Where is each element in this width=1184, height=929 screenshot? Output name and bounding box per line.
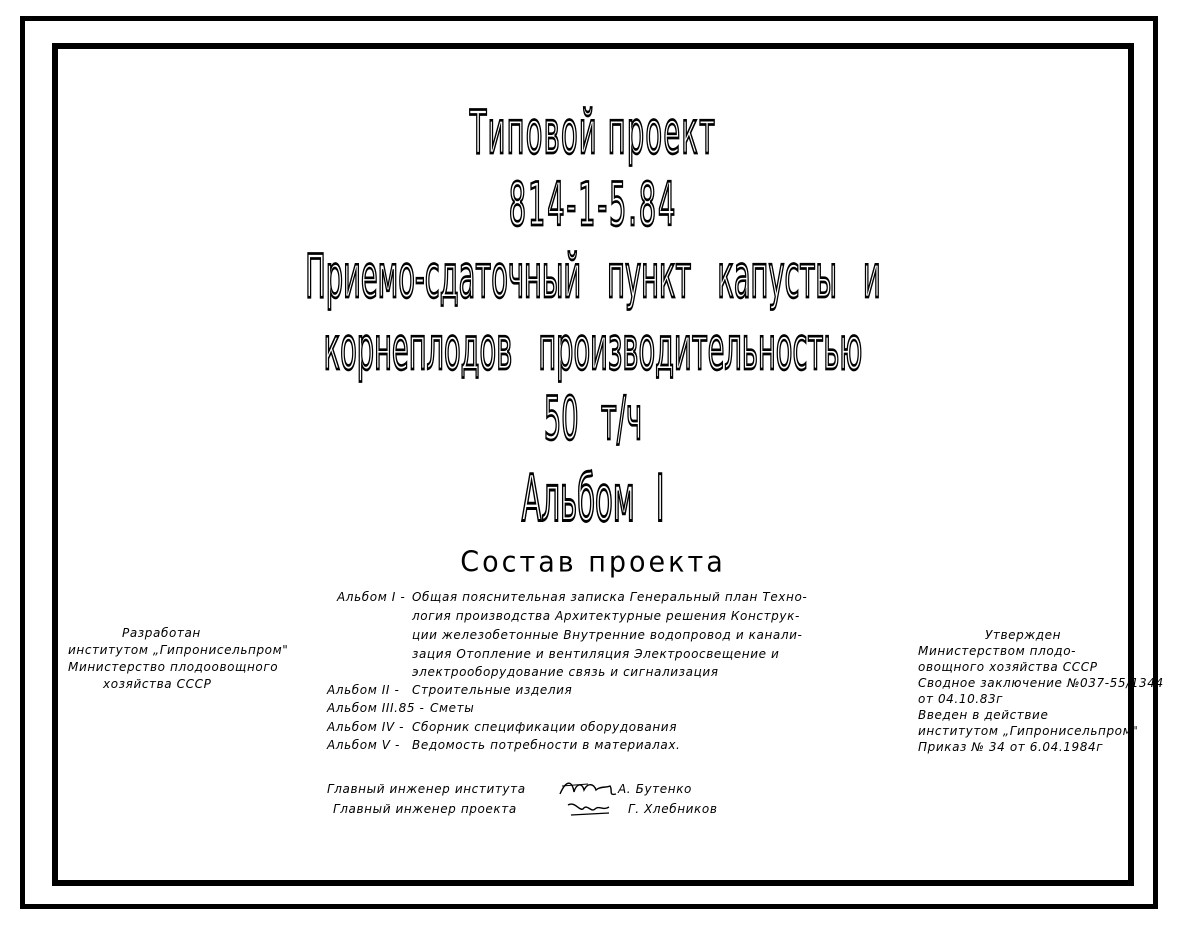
signature-role-1: Главный инженер института (327, 782, 526, 796)
approved-line-4: Сводное заключение №037-55/1344 (918, 676, 1164, 690)
composition-title: Состав проекта (460, 546, 726, 579)
developed-line-3: Министерство плодоовощного (68, 660, 279, 674)
approved-line-1: Утвержден (985, 628, 1062, 642)
album-2-label: Альбом II - (327, 683, 400, 697)
album-2-line-1: Строительные изделия (412, 683, 573, 697)
project-number: 814-1-5.84 (508, 170, 678, 240)
signature-name-1: А. Бутенко (618, 782, 692, 796)
album-5-line-1: Ведомость потребности в материалах. (412, 738, 681, 752)
album-1-label: Альбом I - (337, 590, 406, 604)
album-1-line-1: Общая пояснительная записка Генеральный план Техно- (412, 590, 808, 604)
developed-line-4: хозяйства СССР (103, 677, 212, 691)
album-1-line-5: электрооборудование связь и сигнализация (412, 665, 719, 679)
header-line-3: Приемо-сдаточный пункт капусты и (305, 242, 881, 312)
approved-line-2: Министерством плодо- (918, 644, 1077, 658)
handwritten-signature-2 (565, 797, 615, 821)
album-3-label: Альбом III.85 - (327, 701, 425, 715)
album-1-line-2: логия производства Архитектурные решения Конструк- (412, 609, 800, 623)
approved-line-3: овощного хозяйства СССР (918, 660, 1098, 674)
album-1-line-4: зация Отопление и вентиляция Электроосвещение и (412, 647, 780, 661)
album-5-label: Альбом V - (327, 738, 400, 752)
approved-line-8: Приказ № 34 от 6.04.1984г (918, 740, 1104, 754)
album-1-line-3: ции железобетонные Внутренние водопровод и канали- (412, 628, 803, 642)
album-4-line-1: Сборник спецификации оборудования (412, 720, 678, 734)
album-3-line-1: Сметы (430, 701, 475, 715)
approved-line-6: Введен в действие (918, 708, 1049, 722)
capacity: 50 т/ч (543, 384, 643, 454)
album-title: Альбом I (521, 462, 665, 537)
approved-line-5: от 04.10.83г (918, 692, 1004, 706)
signature-name-2: Г. Хлебников (628, 802, 718, 816)
developed-line-2: институтом „Гипронисельпром" (68, 643, 289, 657)
approved-line-7: институтом „Гипронисельпром" (918, 724, 1139, 738)
signature-role-2: Главный инженер проекта (333, 802, 517, 816)
developed-line-1: Разработан (122, 626, 201, 640)
album-4-label: Альбом IV - (327, 720, 405, 734)
header-line-4: корнеплодов производительностью (323, 314, 863, 384)
header-line-1: Типовой проект (469, 98, 717, 168)
